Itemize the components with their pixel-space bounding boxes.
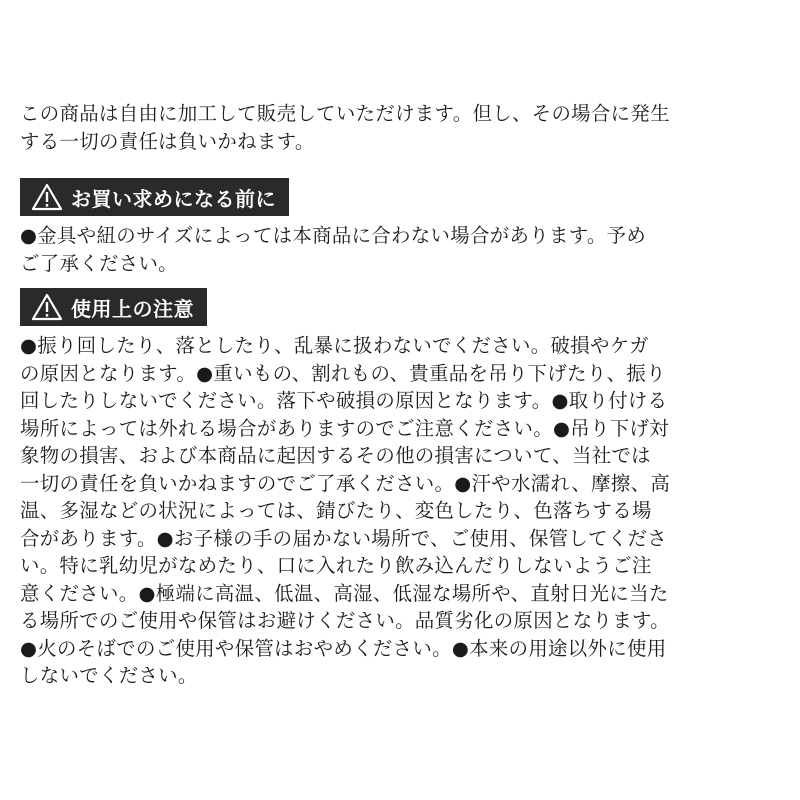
intro-paragraph: この商品は自由に加工して販売していただけます。但し、その場合に発生 する一切の責任は負いかねます。 <box>20 102 670 153</box>
section-heading <box>20 288 207 326</box>
section-body: ●振り回したり、落としたり、乱暴に扱わないでください。破損やケガ の原因となります。●重いもの、割れもの、貴重品を吊り下げたり、振り 回したりしないでください。落下や破損の原因となります。●取り付ける 場所によっては外れる場合がありますのでご注意ください。●吊り下げ対 象物の損害、および本商品に起因するその他の損害について、当社では 一切の責任を負いかねますのでご了承ください。●汗や水濡れ、摩擦、高 温、多湿などの状況によっては、錆びたり、変色したり、色落ちする場 合があります。●お子様の手の届かない場所で、ご使用、保管してくださ い。特に乳幼児がなめたり、口に入れたり飲み込んだりしないようご注 意ください。●極端に高温、低温、高湿、低湿な場所や、直射日光に当た る場所でのご使用や保管はお避けください。品質劣化の原因となります。 ●火のそばでのご使用や保管はおやめください。●本来の用途以外に使用 しないでください。 <box>20 334 671 687</box>
section-body: ●金具や紐のサイズによっては本商品に合わない場合があります。予め ご了承ください。 <box>20 224 647 275</box>
section-title: 使用上の注意 <box>71 296 194 321</box>
section-title: お買い求めになる前に <box>71 186 276 211</box>
section-usage-precautions <box>20 288 780 690</box>
section-before-purchase <box>20 178 780 277</box>
warning-icon <box>31 293 63 321</box>
section-heading <box>20 178 289 216</box>
notice-document <box>20 100 780 690</box>
warning-icon <box>31 183 63 211</box>
